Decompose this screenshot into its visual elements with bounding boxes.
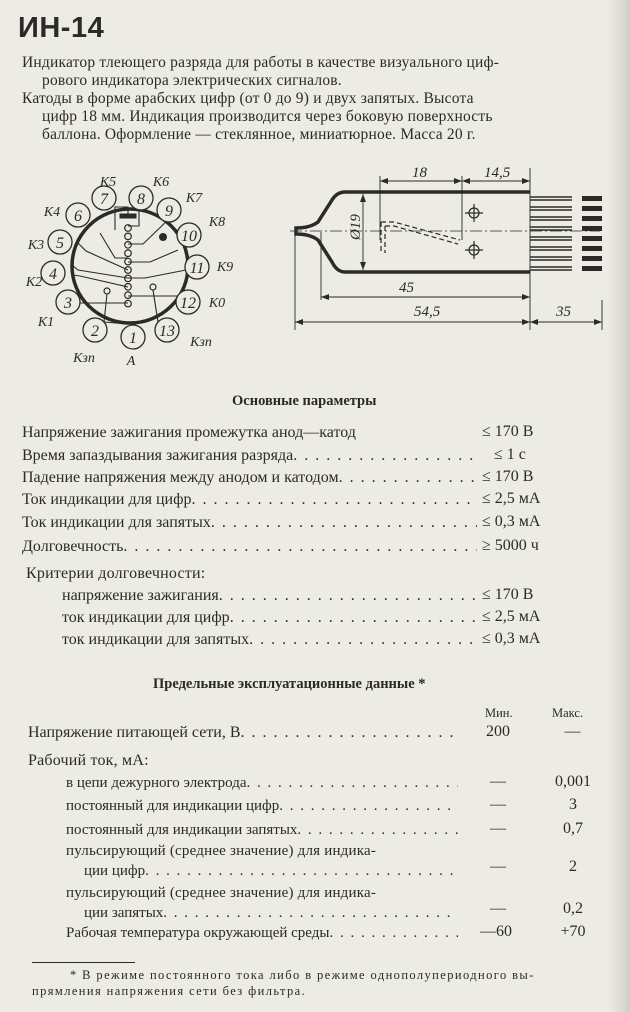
param-value: ≤ 0,3 мА bbox=[482, 513, 541, 530]
param-row bbox=[22, 490, 477, 510]
param-value: ≤ 2,5 мА bbox=[482, 490, 541, 507]
criteria-label: ток индикации для запятых bbox=[62, 631, 250, 648]
footnote-line: прямления напряжения сети без фильтра. bbox=[32, 984, 307, 998]
limit-max: 3 bbox=[569, 796, 577, 813]
param-value: ≥ 5000 ч bbox=[482, 537, 539, 554]
intro-line: Катоды в форме арабских цифр (от 0 до 9) и двух запятых. Высота bbox=[22, 90, 474, 107]
column-header-max: Макс. bbox=[552, 706, 584, 720]
pin-label: A bbox=[126, 354, 136, 369]
pin-number: 5 bbox=[56, 235, 64, 252]
lead-wire bbox=[530, 237, 572, 240]
limit-min: 200 bbox=[486, 723, 510, 740]
limit-max: 0,001 bbox=[555, 773, 591, 790]
lead-wire bbox=[530, 257, 572, 260]
lead-end bbox=[582, 256, 602, 261]
limit-min: — bbox=[490, 773, 506, 790]
limit-label: пульсирующий (среднее значение) для индика- bbox=[66, 843, 377, 859]
limit-row bbox=[66, 773, 458, 793]
pin-number: 12 bbox=[180, 295, 196, 312]
footnote-line: * В режиме постоянного тока либо в режиме однополупериодного вы- bbox=[70, 968, 535, 982]
limit-max: — bbox=[564, 723, 581, 740]
pin-label: K0 bbox=[208, 296, 226, 311]
param-row bbox=[22, 537, 477, 557]
dim-lead-length: 35 bbox=[556, 304, 571, 320]
pin-number: 13 bbox=[159, 323, 175, 340]
pin-label: Kзп bbox=[190, 335, 212, 350]
lead-wire bbox=[530, 247, 572, 250]
param-row bbox=[22, 468, 477, 488]
pin-label: K3 bbox=[27, 238, 45, 253]
dim-digit-height: 18 bbox=[412, 165, 427, 181]
footnote-divider bbox=[32, 962, 135, 963]
limit-max: 0,7 bbox=[563, 820, 583, 837]
param-row bbox=[22, 446, 477, 466]
criteria-value: ≤ 0,3 мА bbox=[482, 630, 541, 647]
intro-line: баллона. Оформление — стеклянное, миниатюрное. Масса 20 г. bbox=[42, 126, 476, 143]
limit-row bbox=[66, 923, 458, 943]
limit-label: ции запятых bbox=[84, 905, 164, 921]
limit-row bbox=[84, 861, 458, 881]
pin-label: K6 bbox=[152, 175, 170, 190]
pin-label: K7 bbox=[185, 191, 203, 206]
limit-min: —60 bbox=[480, 923, 512, 940]
param-label: Время запаздывания зажигания разряда bbox=[22, 447, 294, 464]
pin-number: 6 bbox=[74, 208, 82, 225]
limit-min: — bbox=[490, 900, 506, 917]
page-title: ИН-14 bbox=[18, 12, 105, 44]
limit-row bbox=[28, 723, 458, 743]
param-value: ≤ 170 В bbox=[482, 423, 534, 440]
criteria-title: Критерии долговечности: bbox=[26, 565, 206, 582]
section-heading-limits: Предельные эксплуатационные данные * bbox=[153, 676, 426, 692]
pin-label: K4 bbox=[43, 205, 61, 220]
criteria-row bbox=[62, 630, 477, 650]
limit-max: +70 bbox=[560, 923, 586, 940]
param-label: Падение напряжения между анодом и катодом bbox=[22, 469, 339, 486]
criteria-row bbox=[62, 608, 477, 628]
limit-min: — bbox=[490, 858, 506, 875]
criteria-row bbox=[62, 586, 477, 606]
limit-label: пульсирующий (среднее значение) для индика- bbox=[66, 885, 377, 901]
lead-end bbox=[582, 236, 602, 241]
limit-row bbox=[84, 903, 458, 923]
param-row bbox=[22, 423, 477, 443]
limit-label: Рабочая температура окружающей среды bbox=[66, 925, 330, 941]
pin-label: K2 bbox=[25, 275, 43, 290]
pin-number: 9 bbox=[165, 203, 173, 220]
limit-label: в цепи дежурного электрода bbox=[66, 775, 247, 791]
param-value: ≤ 170 В bbox=[482, 468, 534, 485]
pin-number: 8 bbox=[137, 191, 145, 208]
dim-offset: 14,5 bbox=[484, 165, 511, 181]
limit-max: 0,2 bbox=[563, 900, 583, 917]
criteria-label: напряжение зажигания bbox=[62, 587, 219, 604]
limit-row bbox=[66, 796, 458, 816]
dim-body-length: 45 bbox=[399, 280, 414, 296]
limit-min: — bbox=[490, 820, 506, 837]
pin-label: K9 bbox=[216, 260, 234, 275]
column-header-min: Мин. bbox=[485, 706, 513, 720]
pin-label: K1 bbox=[37, 315, 55, 330]
param-row bbox=[22, 513, 477, 533]
pin-number: 10 bbox=[181, 228, 197, 245]
pin-number: 3 bbox=[64, 295, 72, 312]
pin-number: 7 bbox=[100, 191, 108, 208]
lead-wire bbox=[530, 227, 572, 230]
limit-label: Напряжение питающей сети, В bbox=[28, 724, 241, 741]
dim-total-length: 54,5 bbox=[414, 304, 441, 320]
limit-max: 2 bbox=[569, 858, 577, 875]
pin-number: 2 bbox=[91, 323, 99, 340]
intro-line: Индикатор тлеющего разряда для работы в качестве визуального циф- bbox=[22, 54, 500, 71]
lead-wire bbox=[530, 207, 572, 210]
lead-wire bbox=[530, 267, 572, 270]
tube-dimension-drawing bbox=[0, 0, 630, 340]
pin-label: Kзп bbox=[73, 351, 95, 366]
lead-wire bbox=[530, 217, 572, 220]
criteria-label: ток индикации для цифр bbox=[62, 609, 230, 626]
lead-end bbox=[582, 266, 602, 271]
param-label: Ток индикации для цифр bbox=[22, 491, 192, 508]
intro-line: рового индикатора электрических сигналов. bbox=[42, 72, 342, 89]
current-title: Рабочий ток, мА: bbox=[28, 752, 149, 769]
lead-end bbox=[582, 196, 602, 201]
param-label: Ток индикации для запятых bbox=[22, 514, 211, 531]
criteria-value: ≤ 2,5 мА bbox=[482, 608, 541, 625]
lead-end bbox=[582, 206, 602, 211]
criteria-value: ≤ 170 В bbox=[482, 586, 534, 603]
lead-end bbox=[582, 246, 602, 251]
param-label: Долговечность bbox=[22, 538, 124, 555]
limit-label: постоянный для индикации цифр bbox=[66, 798, 280, 814]
lead-end bbox=[582, 226, 602, 231]
dim-diameter: Ø19 bbox=[348, 214, 364, 240]
pin-label: K8 bbox=[208, 215, 226, 230]
limit-min: — bbox=[490, 796, 506, 813]
lead-wire bbox=[530, 197, 572, 200]
pin-number: 11 bbox=[189, 260, 205, 277]
section-heading-basic: Основные параметры bbox=[232, 393, 377, 409]
limit-label: ции цифр bbox=[84, 863, 146, 879]
pin-label: K5 bbox=[99, 175, 117, 190]
pin-number: 4 bbox=[49, 266, 57, 283]
limit-row bbox=[66, 820, 458, 840]
param-value: ≤ 1 с bbox=[494, 446, 526, 463]
intro-line: цифр 18 мм. Индикация производится через боковую поверхность bbox=[42, 108, 493, 125]
pin-number: 1 bbox=[129, 330, 137, 347]
lead-end bbox=[582, 216, 602, 221]
param-label: Напряжение зажигания промежутка анод—катод bbox=[22, 424, 356, 441]
limit-label: постоянный для индикации запятых bbox=[66, 822, 298, 838]
